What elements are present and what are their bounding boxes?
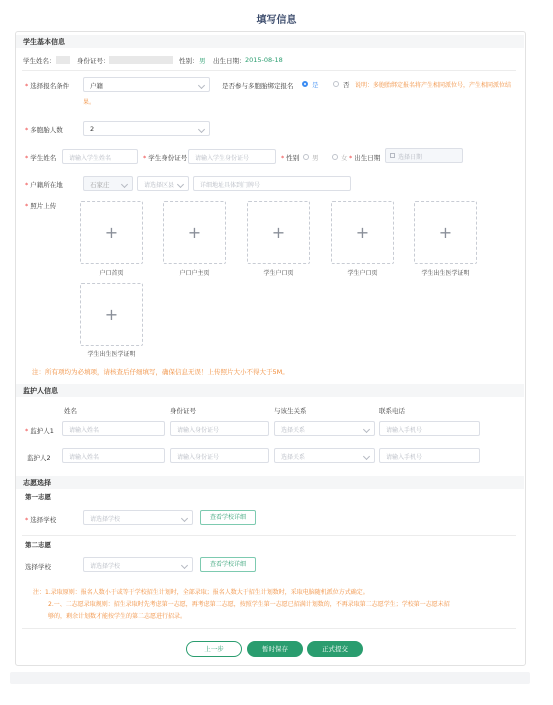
- plus-icon: +: [355, 223, 370, 242]
- chevron-down-icon: [181, 515, 188, 522]
- guardian-col-relation: 与该生关系: [274, 407, 307, 415]
- first-school-label: * 选择学校: [25, 515, 56, 524]
- chevron-down-icon: [363, 453, 370, 460]
- submit-button[interactable]: 正式提交: [307, 641, 363, 657]
- summary-gender-value: 男: [199, 57, 206, 65]
- student-name-placeholder: 请输入学生姓名: [69, 155, 112, 162]
- summary-name-label: 学生姓名：: [23, 57, 56, 65]
- rule-line-2: 2.一、二志愿录取规则：招生录取时先考虑第一志愿，再考虑第二志愿，按照学生第一志愿已招满计划数的，不再录取第二志愿学生；学校第一志愿未招: [48, 601, 450, 608]
- photo-caption: 户口户主页: [179, 270, 210, 277]
- city-value: 石家庄: [90, 181, 110, 189]
- save-button[interactable]: 暂时保存: [247, 641, 303, 657]
- summary-id-redacted: [109, 56, 173, 64]
- guardian2-phone-input[interactable]: [379, 448, 480, 463]
- chevron-down-icon: [363, 426, 370, 433]
- guardian-col-id: 身份证号: [170, 407, 196, 415]
- photo-caption: 学生户口页: [347, 270, 378, 277]
- second-choice-title: 第二志愿: [25, 541, 51, 549]
- guardian1-name-placeholder: 请输入姓名: [69, 427, 100, 434]
- upload-hukou-home[interactable]: [80, 201, 143, 264]
- enroll-select[interactable]: [83, 77, 210, 92]
- radio-no-label: 否: [343, 81, 350, 89]
- birth-date-input[interactable]: [385, 148, 463, 163]
- summary-birth-label: 出生日期：: [213, 57, 246, 65]
- divider: [22, 70, 516, 71]
- photo-caption: 学生出生医学证明: [87, 351, 136, 358]
- photo-label: * 照片上传: [25, 201, 56, 210]
- first-school-placeholder: 请选择学校: [90, 516, 121, 523]
- radio-yes-label: 是: [312, 81, 319, 89]
- student-name-label: * 学生姓名: [25, 153, 56, 162]
- summary-gender-label: 性别：: [179, 57, 199, 65]
- guardian2-phone-placeholder: 请输入手机号: [386, 454, 423, 461]
- rule-line-3: 够的，剩余计划数才能按学生的第二志愿进行招录。: [48, 613, 187, 620]
- radio-yes[interactable]: [302, 81, 308, 87]
- calendar-icon: [390, 153, 395, 158]
- chevron-down-icon: [177, 181, 184, 188]
- chevron-down-icon: [121, 181, 128, 188]
- divider: [22, 628, 516, 629]
- guardian1-relation-placeholder: 选择关系: [281, 427, 306, 434]
- guardian2-relation-placeholder: 选择关系: [281, 454, 306, 461]
- photo-caption: 学生出生医学证明: [421, 270, 470, 277]
- gender-label: * 性别: [281, 153, 299, 162]
- photo-note: 注：所有项均为必填项，请核查后仔细填写，确保信息无误！上传照片大小不得大于5M。: [32, 368, 289, 376]
- page-title: 填写信息: [256, 15, 297, 26]
- guardian1-relation-select[interactable]: [274, 421, 375, 436]
- guardian2-name-input[interactable]: [62, 448, 165, 463]
- guardian2-relation-select[interactable]: [274, 448, 375, 463]
- radio-female[interactable]: [332, 154, 338, 160]
- section-choice-header: [16, 476, 524, 489]
- radio-female-label: 女: [341, 154, 348, 162]
- student-id-input[interactable]: [188, 149, 276, 164]
- footer-bar: [10, 672, 530, 684]
- student-id-placeholder: 请输入学生身份证号: [195, 155, 250, 162]
- guardian1-name-input[interactable]: [62, 421, 165, 436]
- radio-male-label: 男: [312, 154, 319, 162]
- twins-value: 2: [90, 125, 95, 133]
- guardian1-id-placeholder: 请输入身份证号: [177, 427, 220, 434]
- upload-student-page-1[interactable]: [247, 201, 310, 264]
- first-school-select[interactable]: [83, 510, 193, 525]
- upload-birth-cert-2[interactable]: [80, 283, 143, 346]
- multi-explain: 说明：多胞胎绑定报名将产生相同派位号，产生相同派位结: [355, 82, 512, 89]
- chevron-down-icon: [198, 82, 205, 89]
- twins-label: * 多胞胎人数: [25, 125, 63, 134]
- upload-student-page-2[interactable]: [331, 201, 394, 264]
- enroll-value: 户籍: [90, 82, 103, 90]
- upload-birth-cert-1[interactable]: [414, 201, 477, 264]
- plus-icon: +: [104, 223, 119, 242]
- plus-icon: +: [104, 305, 119, 324]
- rule-line-1: 注：1.录取原则：报名人数小于或等于学校招生计划时，全部录取；报名人数大于招生计划数时，采取电脑随机派位方式确定。: [33, 589, 369, 596]
- first-school-detail-button[interactable]: 查看学校详细: [200, 510, 256, 525]
- section-guardian-header: [16, 384, 524, 397]
- radio-male[interactable]: [303, 154, 309, 160]
- city-select[interactable]: [83, 176, 133, 191]
- summary-birth-value: 2015-08-18: [245, 56, 283, 64]
- twins-select[interactable]: [83, 121, 210, 136]
- second-school-detail-button[interactable]: 查看学校详细: [200, 557, 256, 572]
- photo-caption: 学生户口页: [263, 270, 294, 277]
- second-school-label: 选择学校: [25, 563, 51, 571]
- plus-icon: +: [271, 223, 286, 242]
- address-detail-input[interactable]: [193, 176, 351, 191]
- district-select[interactable]: [137, 176, 189, 191]
- guardian2-id-placeholder: 请输入身份证号: [177, 454, 220, 461]
- upload-hukou-head[interactable]: [163, 201, 226, 264]
- summary-name-redacted: [56, 56, 70, 64]
- plus-icon: +: [187, 223, 202, 242]
- photo-caption: 户口首页: [99, 270, 124, 277]
- section-basic-title: 学生基本信息: [23, 38, 65, 46]
- guardian1-phone-input[interactable]: [379, 421, 480, 436]
- radio-no[interactable]: [333, 81, 339, 87]
- section-basic-header: [16, 35, 524, 48]
- student-name-input[interactable]: [62, 149, 138, 164]
- enroll-label: * 选择报名条件: [25, 81, 69, 90]
- prev-button[interactable]: 上一步: [186, 641, 242, 657]
- second-school-placeholder: 请选择学校: [90, 563, 121, 570]
- summary-id-label: 身份证号：: [77, 57, 110, 65]
- address-label: * 户籍所在地: [25, 180, 63, 189]
- student-id-label: * 学生身份证号: [143, 153, 187, 162]
- section-guardian-title: 监护人信息: [23, 387, 58, 395]
- guardian-col-phone: 联系电话: [379, 407, 405, 415]
- guardian1-id-input[interactable]: [170, 421, 269, 436]
- birth-date-placeholder: 选择日期: [398, 154, 423, 161]
- address-detail-placeholder: 详细地址具体到门牌号: [200, 182, 261, 189]
- first-choice-title: 第一志愿: [25, 493, 51, 501]
- section-choice-title: 志愿选择: [23, 479, 51, 487]
- birth-label: * 出生日期: [349, 153, 380, 162]
- guardian2-id-input[interactable]: [170, 448, 269, 463]
- multi-explain-cont: 果。: [83, 99, 96, 106]
- chevron-down-icon: [181, 562, 188, 569]
- multi-question: 是否参与多胞胎绑定报名: [222, 82, 294, 90]
- second-school-select[interactable]: [83, 557, 193, 572]
- chevron-down-icon: [198, 126, 205, 133]
- guardian1-phone-placeholder: 请输入手机号: [386, 427, 423, 434]
- district-placeholder: 请选择区县: [144, 182, 175, 189]
- guardian2-name-placeholder: 请输入姓名: [69, 454, 100, 461]
- divider: [22, 535, 516, 536]
- plus-icon: +: [438, 223, 453, 242]
- guardian1-label: * 监护人1: [25, 426, 54, 435]
- guardian2-label: 监护人2: [27, 454, 51, 462]
- guardian-col-name: 姓名: [64, 407, 77, 415]
